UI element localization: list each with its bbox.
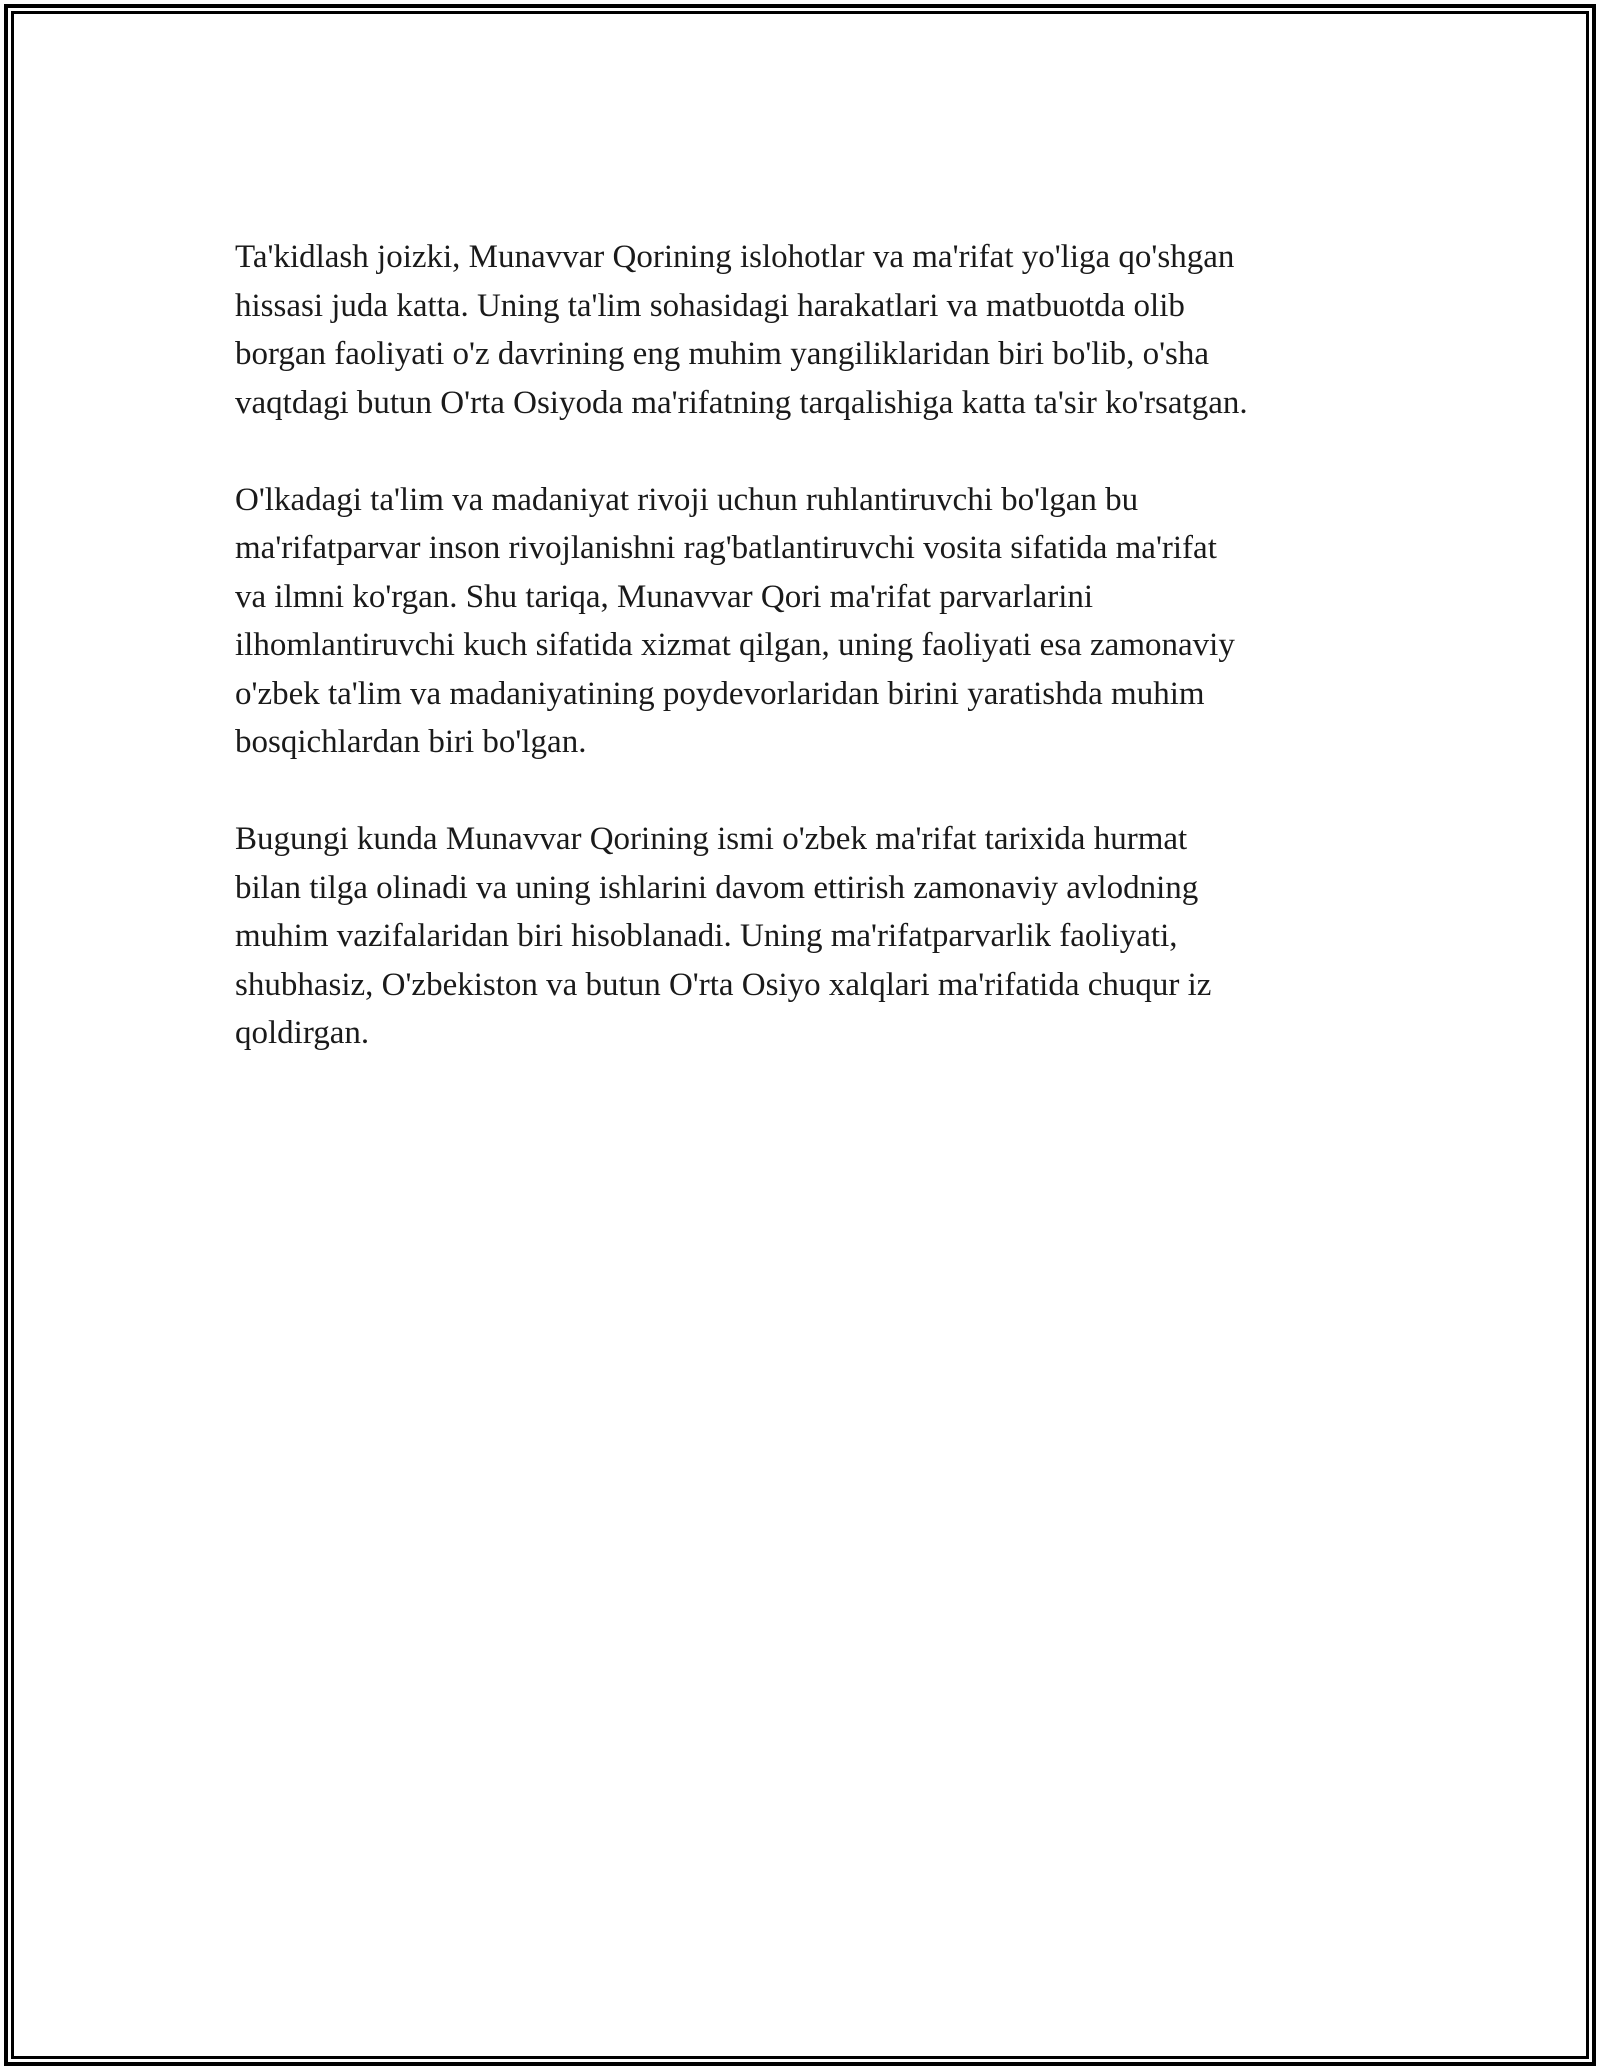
text-line: hissasi juda katta. Uning ta'lim sohasidagi harakatlari va matbuotda olib [235,287,1185,324]
paragraph-1 [235,233,1395,427]
text-line: bilan tilga olinadi va uning ishlarini davom ettirish zamonaviy avlodning [235,869,1199,906]
text-line: va ilmni ko'rgan. Shu tariqa, Munavvar Qori ma'rifat parvarlarini [235,578,1094,615]
text-line: Ta'kidlash joizki, Munavvar Qorining islohotlar va ma'rifat yo'liga qo'shgan [235,239,1235,275]
document-body [235,233,1395,1106]
paragraph-2 [235,476,1395,767]
text-line: ma'rifatparvar inson rivojlanishni rag'batlantiruvchi vosita sifatida ma'rifat [235,530,1217,566]
text-line: O'lkadagi ta'lim va madaniyat rivoji uchun ruhlantiruvchi bo'lgan bu [235,481,1139,518]
text-line: borgan faoliyati o'z davrining eng muhim yangiliklaridan biri bo'lib, o'sha [235,336,1210,372]
text-line: ilhomlantiruvchi kuch sifatida xizmat qilgan, uning faoliyati esa zamonaviy [235,627,1235,663]
text-line: o'zbek ta'lim va madaniyatining poydevorlaridan birini yaratishda muhim [235,675,1205,712]
text-line: shubhasiz, O'zbekiston va butun O'rta Osiyo xalqlari ma'rifatida chuqur iz [235,966,1212,1003]
text-line: qoldirgan. [235,1015,370,1051]
text-line: vaqtdagi butun O'rta Osiyoda ma'rifatning tarqalishiga katta ta'sir ko'rsatgan. [235,384,1248,421]
text-line: muhim vazifalaridan biri hisoblanadi. Uning ma'rifatparvarlik faoliyati, [235,918,1178,954]
text-line: Bugungi kunda Munavvar Qorining ismi o'zbek ma'rifat tarixida hurmat [235,821,1188,857]
text-line: bosqichlardan biri bo'lgan. [235,724,587,760]
paragraph-3 [235,815,1395,1058]
